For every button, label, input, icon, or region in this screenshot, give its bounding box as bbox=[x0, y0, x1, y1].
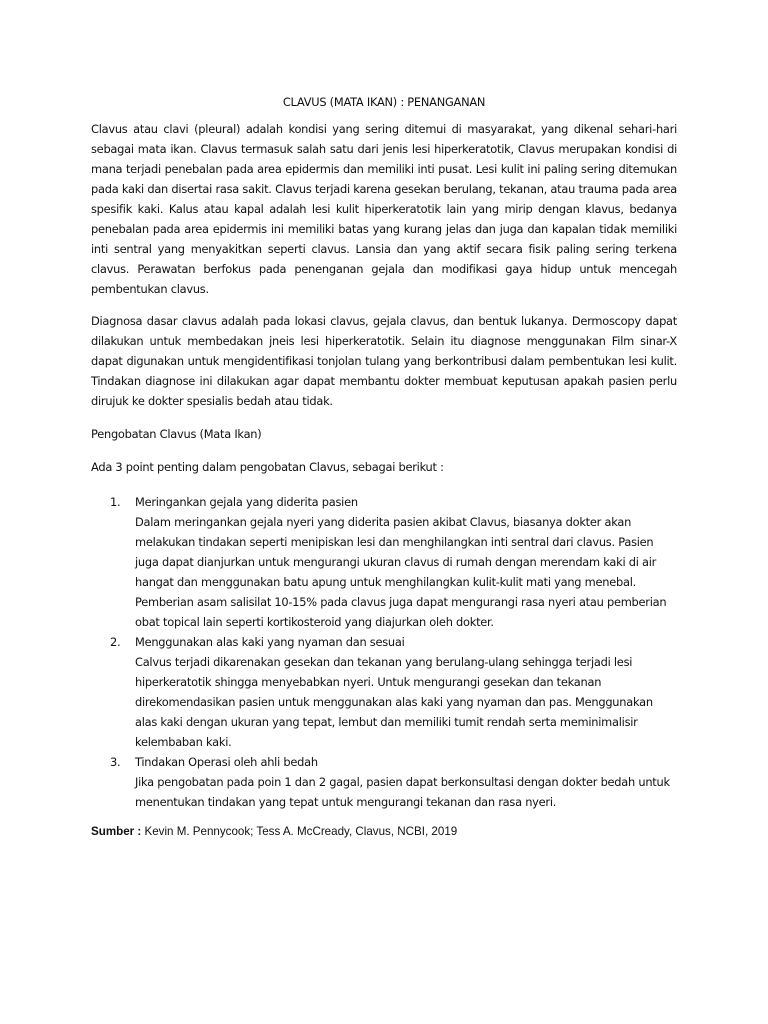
treatment-item-body: Jika pengobatan pada poin 1 dan 2 gagal, pasien dapat berkonsultasi dengan dokter bedah untuk menentukan tindakan yang tepat untuk mengurangi tekanan dan rasa nyeri. bbox=[135, 775, 670, 809]
treatment-item-title: Meringankan gejala yang diderita pasien bbox=[135, 495, 358, 509]
source-label: Sumber : bbox=[91, 825, 142, 838]
treatment-item-2 bbox=[91, 632, 677, 752]
treatment-intro: Ada 3 point penting dalam pengobatan Clavus, sebagai berikut : bbox=[91, 460, 444, 474]
document-page bbox=[91, 94, 677, 842]
treatment-item-3 bbox=[91, 752, 677, 812]
intro-paragraph: Clavus atau clavi (pleural) adalah kondisi yang sering ditemui di masyarakat, yang dikenal sehari-hari sebagai mata ikan. Clavus termasuk salah satu dari jenis lesi hiperkeratotik, Clavus merupakan kondisi di mana terjadi penebalan pada area epidermis dan memiliki inti pusat. Lesi kulit ini paling sering ditemukan pada kaki dan disertai rasa sakit. Clavus terjadi karena gesekan berulang, tekanan, atau trauma pada area spesifik kaki. Kalus atau kapal adalah lesi kulit hiperkeratotik lain yang mirip dengan klavus, bedanya penebalan pada area epidermis ini memiliki batas yang kurang jelas dan juga dan kapalan tidak memiliki inti sentral yang menyakitkan seperti clavus. Lansia dan yang aktif secara fisik paling sering terkena clavus. Perawatan berfokus pada penenganan gejala dan modifikasi gaya hidup untuk mencegah pembentukan clavus. bbox=[91, 122, 677, 296]
treatment-item-body: Calvus terjadi dikarenakan gesekan dan tekanan yang berulang-ulang sehingga terjadi lesi hiperkeratotik shingga menyebabkan nyeri. Untuk mengurangi gesekan dan tekanan direkomendasikan pasien untuk menggunakan alas kaki yang nyaman dan pas. Menggunakan alas kaki dengan ukuran yang tepat, lembut dan memiliki tumit rendah serta meminimalisir kelembaban kaki. bbox=[135, 655, 653, 749]
list-number: 1. bbox=[110, 495, 121, 509]
treatment-item-body: Dalam meringankan gejala nyeri yang diderita pasien akibat Clavus, biasanya dokter akan melakukan tindakan seperti menipiskan lesi dan menghilangkan inti sentral dari clavus. Pasien juga dapat dianjurkan untuk mengurangi ukuran clavus di rumah dengan merendam kaki di air hangat dan menggunakan batu apung untuk menghilangkan kulit-kulit mati yang menebal. Pemberian asam salisilat 10-15% pada clavus juga dapat mengurangi rasa nyeri atau pemberian obat topical lain seperti kortikosteroid yang diajurkan oleh dokter. bbox=[135, 515, 667, 629]
treatment-item-title: Tindakan Operasi oleh ahli bedah bbox=[135, 755, 318, 769]
document-title: CLAVUS (MATA IKAN) : PENANGANAN bbox=[282, 95, 486, 109]
treatment-item-1 bbox=[91, 492, 677, 632]
source-citation bbox=[91, 822, 677, 842]
treatment-heading: Pengobatan Clavus (Mata Ikan) bbox=[91, 427, 262, 441]
list-number: 2. bbox=[110, 635, 121, 649]
source-text: Kevin M. Pennycook; Tess A. McCready, Clavus, NCBI, 2019 bbox=[144, 825, 458, 838]
diagnosis-paragraph: Diagnosa dasar clavus adalah pada lokasi clavus, gejala clavus, dan bentuk lukanya. Dermoscopy dapat dilakukan untuk membedakan jneis lesi hiperkeratotik. Selain itu diagnose menggunakan Film sinar-X dapat digunakan untuk mengidentifikasi tonjolan tulang yang berkontribusi dalam pembentukan lesi kulit. Tindakan diagnose ini dilakukan agar dapat membantu dokter membuat keputusan apakah pasien perlu dirujuk ke dokter spesialis bedah atau tidak. bbox=[91, 314, 677, 408]
treatment-item-title: Menggunakan alas kaki yang nyaman dan sesuai bbox=[135, 635, 405, 649]
list-number: 3. bbox=[110, 755, 121, 769]
treatment-list bbox=[91, 492, 677, 812]
